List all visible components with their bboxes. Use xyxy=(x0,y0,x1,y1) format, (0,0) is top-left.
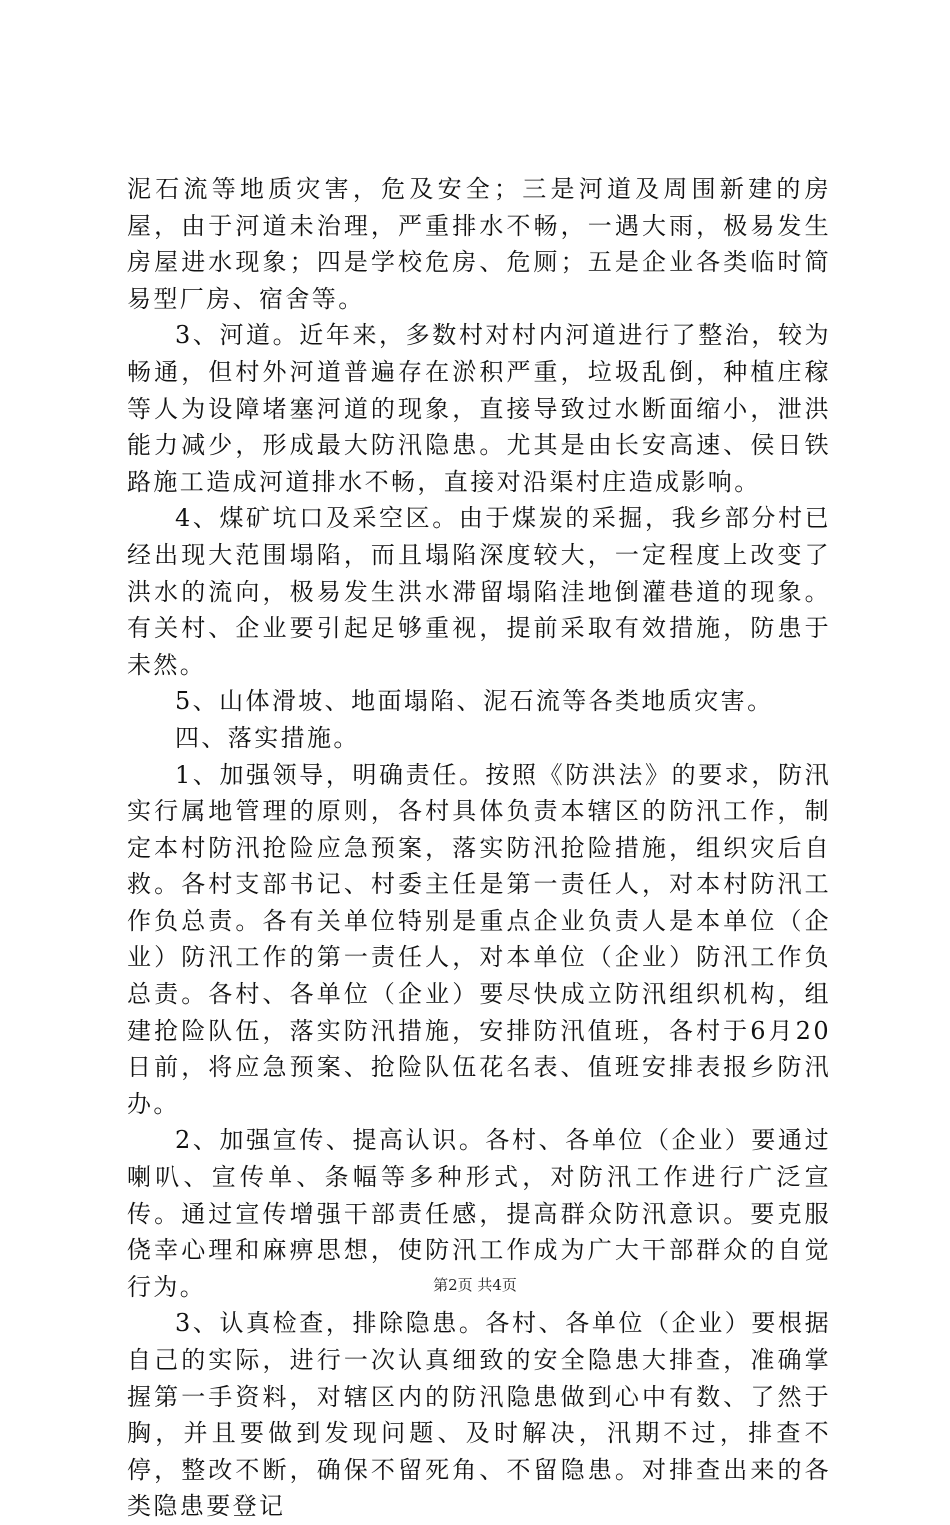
paragraph-leadership-responsibility: 1、加强领导，明确责任。按照《防洪法》的要求，防汛实行属地管理的原则，各村具体负责本辖区的防汛工作，制定本村防汛抢险应急预案，落实防汛抢险措施，组织灾后自救。各村支部书记、村委主任是第一责任人，对本村防汛工作负总责。各有关单位特别是重点企业负责人是本单位（企业）防汛工作的第一责任人，对本单位（企业）防汛工作负总责。各村、各单位（企业）要尽快成立防汛组织机构，组建抢险队伍，落实防汛措施，安排防汛值班，各村于6月20日前，将应急预案、抢险队伍花名表、值班安排表报乡防汛办。 xyxy=(127,760,831,1118)
section-heading-measures: 四、落实措施。 xyxy=(175,723,360,752)
paragraph-continuation: 泥石流等地质灾害，危及安全；三是河道及周围新建的房屋，由于河道未治理，严重排水不畅，一遇大雨，极易发生房屋进水现象；四是学校危房、危厕；五是企业各类临时简易型厂房、宿舍等。 xyxy=(127,175,831,313)
paragraph-coal-mine-goaf: 4、煤矿坑口及采空区。由于煤炭的采掘，我乡部分村已经出现大范围塌陷，而且塌陷深度较大，一定程度上改变了洪水的流向，极易发生洪水滞留塌陷洼地倒灌巷道的现象。有关村、企业要引起足够重视，提前采取有效措施，防患于未然。 xyxy=(127,504,831,679)
document-body xyxy=(127,171,831,1525)
paragraph-inspection-hazards: 3、认真检查，排除隐患。各村、各单位（企业）要根据自己的实际，进行一次认真细致的安全隐患大排查，准确掌握第一手资料，对辖区内的防汛隐患做到心中有数、了然于胸，并且要做到发现问题、及时解决，汛期不过，排查不停，整改不断，确保不留死角、不留隐患。对排查出来的各类隐患要登记 xyxy=(127,1309,831,1521)
page-footer: 第2页 共4页 xyxy=(433,1276,517,1294)
paragraph-publicity-awareness: 2、加强宣传、提高认识。各村、各单位（企业）要通过喇叭、宣传单、条幅等多种形式，对防汛工作进行广泛宣传。通过宣传增强干部责任感，提高群众防汛意识。要克服侥幸心理和麻痹思想，使防汛工作成为广大干部群众的自觉行为。 xyxy=(127,1126,831,1301)
paragraph-river-channels: 3、河道。近年来，多数村对村内河道进行了整治，较为畅通，但村外河道普遍存在淤积严重，垃圾乱倒，种植庄稼等人为设障堵塞河道的现象，直接导致过水断面缩小，泄洪能力减少，形成最大防汛隐患。尤其是由长安高速、侯日铁路施工造成河道排水不畅，直接对沿渠村庄造成影响。 xyxy=(127,321,831,496)
paragraph-geological-hazards: 5、山体滑坡、地面塌陷、泥石流等各类地质灾害。 xyxy=(175,687,774,716)
